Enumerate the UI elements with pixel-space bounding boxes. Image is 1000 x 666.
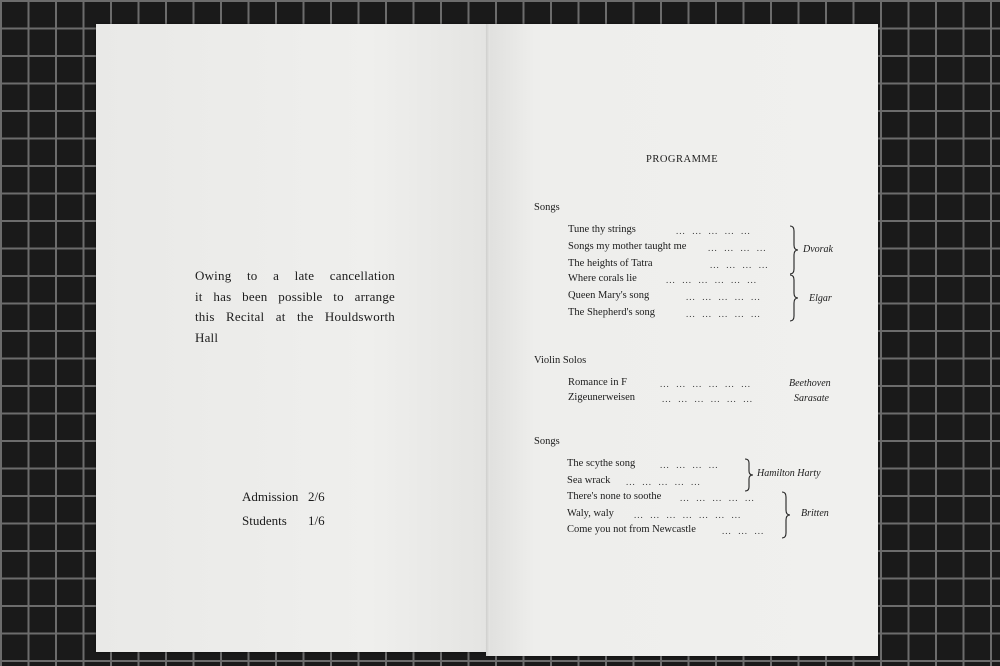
leader-dots: ... ... ... ... [708, 243, 767, 253]
leader-dots: ... ... ... ... [710, 260, 769, 270]
leader-dots: ... ... ... ... ... ... ... [634, 510, 742, 520]
notice-line: it has been possible to arrange [195, 288, 395, 304]
programme-item: Romance in F [568, 377, 627, 388]
leader-dots: ... ... ... ... ... [686, 292, 761, 302]
composer-name: Elgar [809, 293, 832, 304]
programme-item: There's none to soothe [567, 491, 662, 502]
programme-title: PROGRAMME [646, 154, 719, 165]
brace-icon [788, 225, 800, 275]
notice-line: this Recital at the Houldsworth [195, 309, 395, 324]
programme-item: Queen Mary's song [568, 290, 650, 301]
leader-dots: ... ... ... ... ... ... [666, 275, 757, 285]
programme-item: Come you not from Newcastle [567, 524, 696, 535]
programme-item: Zigeunerweisen [568, 392, 636, 403]
programme-item: The Shepherd's song [568, 307, 656, 318]
section-heading-songs: Songs [534, 202, 560, 213]
leader-dots: ... ... ... ... [660, 460, 719, 470]
leader-dots: ... ... ... ... ... [686, 309, 761, 319]
admission-price: 2/6 [308, 489, 325, 504]
programme-item: The heights of Tatra [568, 258, 653, 269]
leader-dots: ... ... ... ... ... [626, 477, 701, 487]
leader-dots: ... ... ... [722, 526, 765, 536]
leader-dots: ... ... ... ... ... ... [662, 394, 753, 404]
programme-item: The scythe song [567, 458, 636, 469]
brace-icon [743, 458, 755, 492]
leader-dots: ... ... ... ... ... [676, 226, 751, 236]
programme-item: Tune thy strings [568, 224, 636, 235]
notice-line: Hall [195, 329, 219, 345]
composer-name: Beethoven [789, 378, 831, 389]
brace-icon [788, 274, 800, 322]
notice-line: Owing to a late cancellation [195, 268, 395, 283]
section-heading-songs: Songs [534, 436, 560, 447]
composer-name: Britten [801, 508, 829, 519]
composer-name: Hamilton Harty [757, 468, 821, 479]
leader-dots: ... ... ... ... ... [680, 493, 755, 503]
composer-name: Sarasate [794, 393, 829, 404]
leader-dots: ... ... ... ... ... ... [660, 379, 751, 389]
students-label: Students [242, 513, 287, 528]
programme-item: Where corals lie [568, 273, 637, 284]
section-heading-violin-solos: Violin Solos [534, 355, 587, 366]
right-page [488, 24, 878, 656]
booklet-fold [486, 24, 490, 656]
brace-icon [780, 491, 792, 539]
cancellation-notice [195, 266, 395, 348]
composer-name: Dvorak [803, 244, 833, 255]
students-price: 1/6 [308, 513, 325, 528]
admission-label: Admission [242, 489, 299, 504]
programme-item: Songs my mother taught me [568, 241, 687, 252]
programme-item: Sea wrack [567, 475, 611, 486]
programme-item: Waly, waly [567, 508, 614, 519]
